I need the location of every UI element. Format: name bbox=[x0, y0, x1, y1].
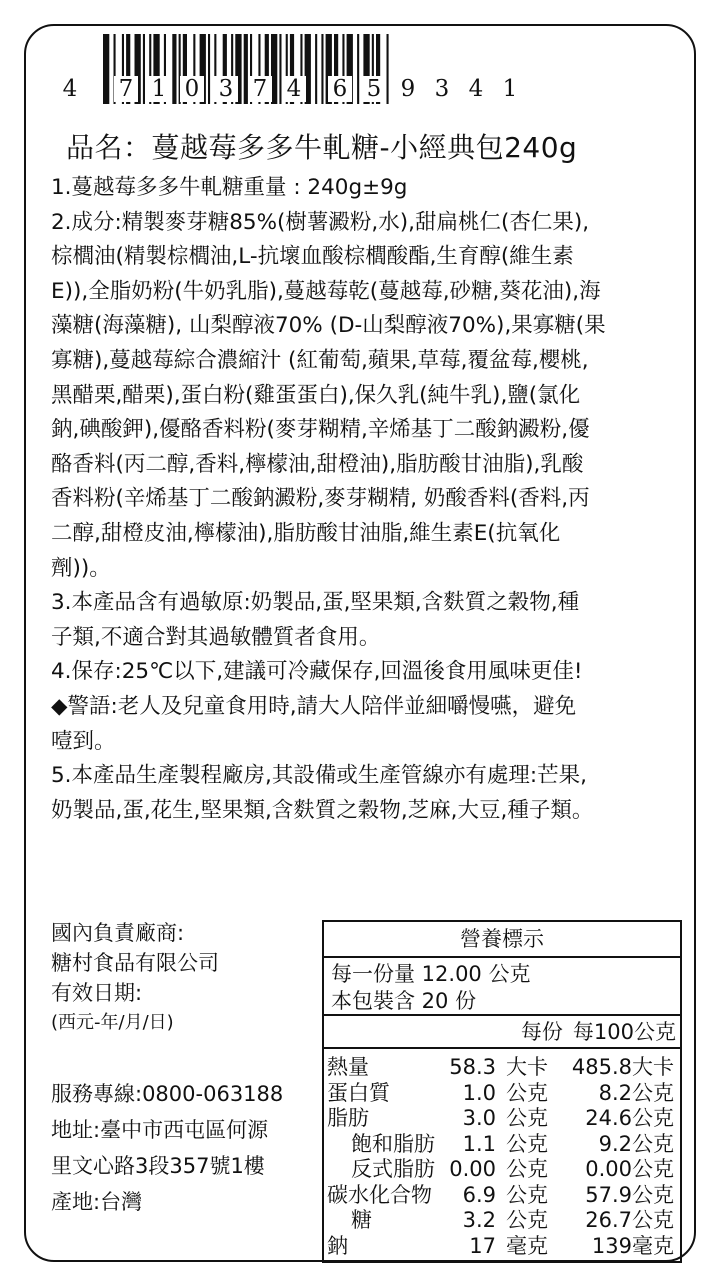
nutrient-name: 熱量 bbox=[327, 1055, 369, 1079]
servings-per-pack: 本包裝含 20 份 bbox=[331, 989, 477, 1013]
manufacturer-name: 糖村食品有限公司 bbox=[51, 951, 219, 975]
per-100g-unit: 公克 bbox=[632, 1157, 674, 1181]
barcode-digit: 0 bbox=[180, 76, 204, 102]
per-serving-unit: 公克 bbox=[506, 1182, 548, 1207]
ingredient-line: 酪香料(丙二醇,香料,檸檬油,甜橙油),脂肪酸甘油脂),乳酸 bbox=[51, 451, 584, 477]
barcode-digit: 9 bbox=[396, 76, 420, 102]
per-serving-unit: 公克 bbox=[506, 1131, 548, 1156]
service-hotline: 服務專線:0800-063188 bbox=[51, 1082, 284, 1106]
barcode-digit: 3 bbox=[430, 76, 454, 102]
manufacturer-info bbox=[51, 918, 321, 1220]
ingredient-line: 5.本產品生產製程廠房,其設備或生產管線亦有處理:芒果, bbox=[51, 763, 587, 789]
ingredient-line: 香料粉(辛烯基丁二酸鈉澱粉,麥芽糊精, 奶酸香料(香料,丙 bbox=[51, 486, 590, 512]
ingredient-line: 奶製品,蛋,花生,堅果類,含麩質之穀物,芝麻,大豆,種子類。 bbox=[51, 797, 594, 823]
per-100g-value: 8.2 bbox=[598, 1080, 632, 1105]
barcode-digit: 7 bbox=[248, 76, 272, 102]
nutrition-row bbox=[324, 1081, 680, 1107]
nutrition-title: 營養標示 bbox=[324, 922, 680, 958]
per-serving-value: 1.1 bbox=[462, 1131, 496, 1156]
per-serving-unit: 公克 bbox=[506, 1208, 548, 1232]
per-100g-unit: 公克 bbox=[632, 1080, 674, 1105]
ingredient-line: 子類,不適合對其過敏體質者食用。 bbox=[51, 624, 381, 650]
nutrition-row bbox=[324, 1132, 680, 1158]
nutrient-name: 碳水化合物 bbox=[327, 1182, 432, 1207]
barcode-digit: 1 bbox=[498, 76, 522, 102]
per-100g-unit: 公克 bbox=[632, 1182, 674, 1207]
nutrient-name: 鈉 bbox=[327, 1233, 348, 1258]
nutrition-row bbox=[324, 1183, 680, 1209]
nutrition-row bbox=[324, 1106, 680, 1132]
per-serving-value: 6.9 bbox=[462, 1182, 496, 1207]
barcode-digit: 7 bbox=[114, 76, 138, 102]
barcode-digit: 6 bbox=[328, 76, 352, 102]
ingredient-line: 3.本產品含有過敏原:奶製品,蛋,堅果類,含麩質之穀物,種 bbox=[51, 590, 580, 616]
origin: 產地:台灣 bbox=[51, 1190, 143, 1214]
nutrition-header bbox=[324, 1016, 680, 1049]
barcode-digit: 3 bbox=[214, 76, 238, 102]
per-100g-value: 139 bbox=[591, 1233, 632, 1258]
ingredient-line: 二醇,甜橙皮油,檸檬油),脂肪酸甘油脂,維生素E(抗氧化 bbox=[51, 520, 561, 546]
per-serving-unit: 公克 bbox=[506, 1106, 548, 1130]
ingredient-line: 寡糖),蔓越莓綜合濃縮汁 (紅葡萄,蘋果,草莓,覆盆莓,櫻桃, bbox=[51, 347, 589, 373]
manufacturer-label: 國內負責廠商: bbox=[51, 921, 185, 945]
nutrient-name: 糖 bbox=[351, 1208, 372, 1232]
ingredients-text bbox=[51, 171, 681, 828]
product-title: 品名：蔓越莓多多牛軋糖-小經典包240g bbox=[66, 131, 578, 164]
per-100g-unit: 公克 bbox=[632, 1208, 674, 1232]
ingredient-line: 劑))。 bbox=[51, 555, 111, 581]
per-serving-header: 每份 bbox=[520, 1020, 563, 1044]
nutrition-row bbox=[324, 1234, 680, 1260]
barcode-digits bbox=[58, 76, 518, 104]
ingredient-line: 噎到。 bbox=[51, 728, 116, 754]
barcode-digit: 4 bbox=[282, 76, 306, 102]
ingredient-line: 鈉,碘酸鉀),優酪香料粉(麥芽糊精,辛烯基丁二酸鈉澱粉,優 bbox=[51, 417, 590, 443]
per-serving-value: 58.3 bbox=[449, 1055, 496, 1079]
nutrition-table bbox=[322, 920, 682, 1263]
per-100g-value: 9.2 bbox=[598, 1131, 632, 1156]
per-100g-value: 24.6 bbox=[585, 1106, 632, 1130]
per-serving-value: 3.0 bbox=[462, 1106, 496, 1130]
nutrition-serving bbox=[324, 958, 680, 1016]
per-serving-value: 0.00 bbox=[449, 1157, 496, 1181]
per-serving-value: 3.2 bbox=[462, 1208, 496, 1232]
per-100g-header: 每100公克 bbox=[572, 1020, 676, 1044]
nutrient-name: 反式脂肪 bbox=[351, 1157, 435, 1181]
per-100g-value: 57.9 bbox=[585, 1182, 632, 1207]
address-line-1: 地址:臺中市西屯區何源 bbox=[51, 1118, 269, 1142]
barcode-digit: 4 bbox=[58, 76, 82, 102]
per-100g-value: 0.00 bbox=[585, 1157, 632, 1181]
ingredient-line: ◆警語:老人及兒童食用時,請大人陪伴並細嚼慢嚥，避免 bbox=[51, 693, 577, 719]
per-serving-value: 1.0 bbox=[462, 1080, 496, 1105]
ingredient-line: 1.蔓越莓多多牛軋糖重量 : 240g±9g bbox=[51, 175, 408, 200]
serving-size: 每一份量 12.00 公克 bbox=[331, 962, 531, 986]
nutrition-row bbox=[324, 1208, 680, 1234]
nutrient-name: 蛋白質 bbox=[327, 1080, 390, 1105]
address-line-2: 里文心路3段357號1樓 bbox=[51, 1154, 265, 1178]
expiry-label: 有效日期: bbox=[51, 981, 143, 1005]
ingredient-line: 藻糖(海藻糖), 山梨醇液70% (D-山梨醇液70%),果寡糖(果 bbox=[51, 313, 606, 339]
per-100g-unit: 大卡 bbox=[632, 1055, 674, 1079]
ingredient-line: 黑醋栗,醋栗),蛋白粉(雞蛋蛋白),保久乳(純牛乳),鹽(氯化 bbox=[51, 382, 581, 408]
per-100g-unit: 毫克 bbox=[632, 1233, 674, 1258]
barcode-digit: 1 bbox=[147, 76, 171, 102]
per-serving-value: 17 bbox=[469, 1233, 496, 1258]
ingredient-line: 4.保存:25℃以下,建議可冷藏保存,回溫後食用風味更佳! bbox=[51, 659, 583, 685]
nutrition-rows bbox=[324, 1049, 680, 1259]
per-serving-unit: 毫克 bbox=[506, 1233, 548, 1258]
barcode-digit: 5 bbox=[362, 76, 386, 102]
ingredient-line: E)),全脂奶粉(牛奶乳脂),蔓越莓乾(蔓越莓,砂糖,葵花油),海 bbox=[51, 278, 601, 304]
nutrition-row bbox=[324, 1055, 680, 1081]
ingredient-line: 2.成分:精製麥芽糖85%(樹薯澱粉,水),甜扁桃仁(杏仁果), bbox=[51, 209, 590, 235]
per-serving-unit: 大卡 bbox=[506, 1055, 548, 1079]
ingredient-line: 棕櫚油(精製棕櫚油,L-抗壞血酸棕櫚酸酯,生育醇(維生素 bbox=[51, 244, 574, 270]
per-100g-value: 485.8 bbox=[571, 1055, 632, 1079]
nutrition-row bbox=[324, 1157, 680, 1183]
per-100g-value: 26.7 bbox=[585, 1208, 632, 1232]
nutrient-name: 飽和脂肪 bbox=[351, 1131, 435, 1156]
per-100g-unit: 公克 bbox=[632, 1106, 674, 1130]
barcode-digit: 4 bbox=[464, 76, 488, 102]
nutrient-name: 脂肪 bbox=[327, 1106, 369, 1130]
per-serving-unit: 公克 bbox=[506, 1157, 548, 1181]
per-serving-unit: 公克 bbox=[506, 1080, 548, 1105]
expiry-format: (西元-年/月/日) bbox=[51, 1012, 174, 1033]
per-100g-unit: 公克 bbox=[632, 1131, 674, 1156]
